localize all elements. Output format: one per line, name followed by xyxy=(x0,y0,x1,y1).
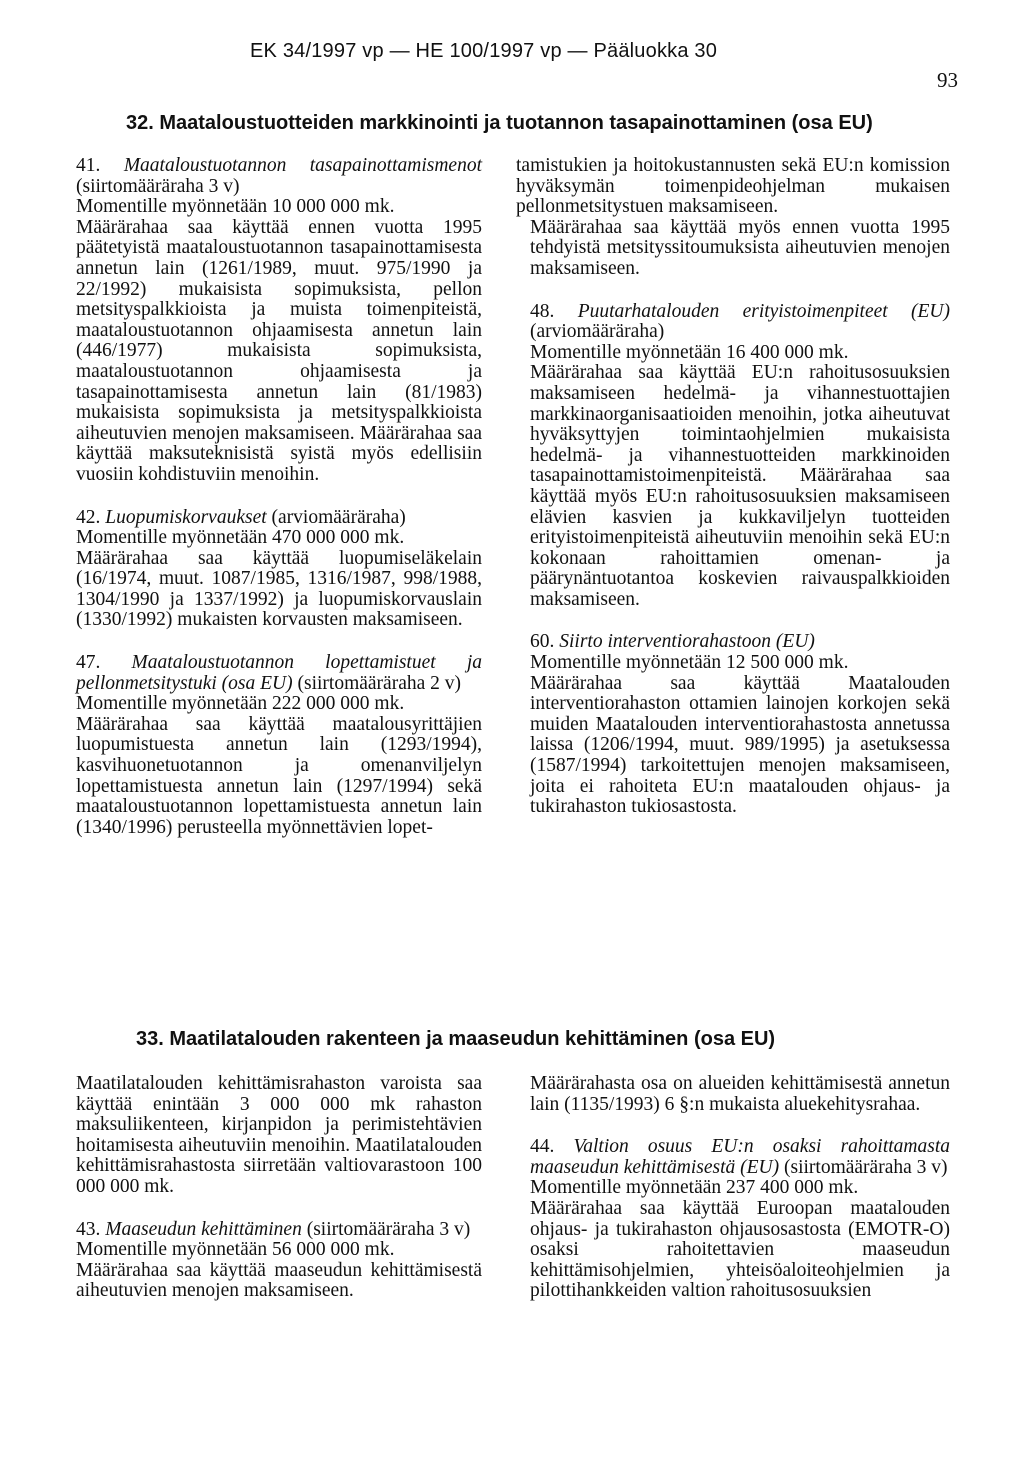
entry-47-number: 47. xyxy=(76,652,101,674)
entry-47-title: Maataloustuotannon lopettamistuet ja pellonmetsitystuki (osa EU) xyxy=(76,652,482,694)
entry-44-type: (siirtomääräraha 3 v) xyxy=(779,1156,948,1178)
page-number: 93 xyxy=(937,68,958,92)
entry-44-heading xyxy=(516,1137,950,1178)
entry-42-amount: Momentille myönnetään 470 000 000 mk. xyxy=(76,527,405,549)
entry-43-heading xyxy=(62,1220,482,1241)
entry-47-heading xyxy=(62,653,482,694)
entry-41-heading xyxy=(62,156,482,197)
section-33-right-intro-text: Määrärahasta osa on alueiden kehittämisestä annetun lain (1135/1993) 6 §:n mukaista aluekehitysrahaa. xyxy=(530,1073,950,1115)
section-32-title: 32. Maataloustuotteiden markkinointi ja tuotannon tasapainottaminen (osa EU) xyxy=(126,112,873,134)
entry-48-type: (arviomääräraha) xyxy=(530,321,665,343)
section-32-right-column xyxy=(516,156,950,840)
entry-44-number: 44. xyxy=(530,1136,555,1158)
entry-44-title: Valtion osuus EU:n osaksi rahoittamasta maaseudun kehittämisestä (EU) xyxy=(530,1136,950,1178)
entry-60-amount: Momentille myönnetään 12 500 000 mk. xyxy=(530,652,849,674)
entry-41-amount: Momentille myönnetään 10 000 000 mk. xyxy=(76,196,395,218)
entry-42-heading xyxy=(62,508,482,529)
entry-41-text: Määrärahaa saa käyttää ennen vuotta 1995 päätetyistä maataloustuotannon tasapainottamisesta annetun lain (1261/1989, muut. 975/1990 ja 22/1992) mukaisista sopimuksista, pellon metsityspalkkioista ja muista toimenpiteistä, maataloustuotannon ohjaamisesta annetun lain (446/1977) mukaisista sopimuksista, maataloustuotannon ohjaamisesta ja tasapainottamisesta annetun lain (81/1983) mukaisista sopimuksista ja metsityspalkkioista aiheutuvien menojen maksamiseen. Määrärahaa saa käyttää maksuteknisistä syistä myös edellisiin vuosiin kohdistuviin menoihin. xyxy=(76,216,482,485)
running-head: EK 34/1997 vp — HE 100/1997 vp — Pääluokka 30 xyxy=(250,40,718,62)
section-32-left-column xyxy=(62,156,482,860)
entry-44 xyxy=(516,1137,950,1302)
section-33-intro xyxy=(62,1074,482,1198)
entry-42-title: Luopumiskorvaukset xyxy=(105,506,267,528)
entry-41 xyxy=(62,156,482,486)
entry-48-text: Määrärahaa saa käyttää EU:n rahoitusosuuksien maksamiseen hedelmä- ja vihannestuottajien markkinaorganisaatioiden menoihin, jotka aiheutuvat hyväksyttyjen toimintaohjelmien mukaisista hedelmä- ja vihannestuotteiden markkinoiden tasapainottamistoimenpiteistä. Määrärahaa saa käyttää myös EU:n rahoitusosuuksien maksamiseen elävien kasvien ja kukkaviljelyn tuotteiden erityistoimenpiteistä aiheutuviin menoihin sekä EU:n kokonaan rahoittamien omenan- ja päärynäntuotantoa koskevien raivauspalkkioiden maksamiseen. xyxy=(530,362,950,610)
entry-47-continuation-extra: Määrärahaa saa käyttää myös ennen vuotta 1995 tehdyistä metsityssitoumuksista aiheutuvien menojen maksamiseen. xyxy=(530,216,950,279)
entry-48-number: 48. xyxy=(530,300,555,322)
entry-48-title: Puutarhatalouden erityistoimenpiteet (EU) xyxy=(577,300,951,322)
entry-47-text: Määrärahaa saa käyttää maatalousyrittäjien luopumistuesta annetun lain (1293/1994), kasvihuonetuotannon ja omenanviljelyn lopettamistuesta annetun lain (1297/1994) sekä maataloustuotannon lopettamistuesta annetun lain (1340/1996) perusteella myönnettävien lopet- xyxy=(76,713,482,838)
entry-43-number: 43. xyxy=(76,1218,101,1240)
entry-48-heading xyxy=(516,302,950,343)
entry-44-text: Määrärahaa saa käyttää Euroopan maatalouden ohjaus- ja tukirahaston ohjausosastosta (EMOTR-O) osaksi rahoitettavien maaseudun kehittämisohjelmien, yhteisöaloiteohjelmien ja pilottihankkeiden valtion rahoitusosuuksien xyxy=(530,1197,950,1302)
entry-47-continuation-text: tamistukien ja hoitokustannusten sekä EU:n komission hyväksymän toimenpideohjelman mukaisen pellonmetsitystuen maksamiseen. xyxy=(516,155,950,218)
entry-42-type: (arviomääräraha) xyxy=(266,506,406,528)
entry-42 xyxy=(62,508,482,632)
entry-47 xyxy=(62,653,482,838)
entry-43 xyxy=(62,1220,482,1302)
section-33-right-intro xyxy=(516,1074,950,1115)
entry-42-number: 42. xyxy=(76,506,101,528)
entry-42-text: Määrärahaa saa käyttää luopumiseläkelain (16/1974, muut. 1087/1985, 1316/1987, 998/1988, 1304/1990 ja 1337/1992) ja luopumiskorvauslain (1330/1992) mukaisten korvausten maksamiseen. xyxy=(76,547,482,631)
section-33-intro-text: Maatilatalouden kehittämisrahaston varoista saa käyttää enintään 3 000 000 mk rahaston maksuliikenteen, kirjanpidon ja perimistehtävien hoitamisesta aiheutuviin menoihin. Maatilatalouden kehittämisrahastosta siirretään valtiovarastoon 100 000 000 mk. xyxy=(76,1073,482,1197)
entry-41-title: Maataloustuotannon tasapainottamismenot xyxy=(123,155,482,176)
entry-43-type: (siirtomääräraha 3 v) xyxy=(301,1218,471,1240)
entry-41-type: (siirtomääräraha 3 v) xyxy=(76,175,240,197)
entry-60 xyxy=(516,632,950,817)
entry-47-continuation xyxy=(516,156,950,280)
entry-47-type: (siirtomääräraha 2 v) xyxy=(292,672,462,694)
entry-60-heading xyxy=(516,632,950,653)
entry-41-number: 41. xyxy=(76,155,101,176)
entry-48 xyxy=(516,302,950,611)
entry-44-amount: Momentille myönnetään 237 400 000 mk. xyxy=(530,1177,859,1199)
section-33-left-column xyxy=(62,1074,482,1324)
entry-60-number: 60. xyxy=(530,631,555,653)
entry-43-title: Maaseudun kehittäminen xyxy=(105,1218,302,1240)
entry-43-amount: Momentille myönnetään 56 000 000 mk. xyxy=(76,1239,395,1261)
entry-60-title: Siirto interventiorahastoon (EU) xyxy=(559,631,815,653)
entry-48-amount: Momentille myönnetään 16 400 000 mk. xyxy=(530,341,849,363)
section-33-right-column xyxy=(516,1074,950,1324)
entry-43-text: Määrärahaa saa käyttää maaseudun kehittämisestä aiheutuvien menojen maksamiseen. xyxy=(76,1259,482,1302)
entry-60-text: Määrärahaa saa käyttää Maatalouden interventiorahaston ottamien lainojen korkojen sekä muiden Maatalouden interventiorahastosta annetussa laissa (1206/1994, muut. 989/1995) ja asetuksessa (1587/1994) tarkoitettujen menojen maksamiseen, joita ei rahoiteta EU:n maatalouden ohjaus- ja tukirahaston tukiosastosta. xyxy=(530,672,950,818)
section-33-title: 33. Maatilatalouden rakenteen ja maaseudun kehittäminen (osa EU) xyxy=(136,1028,776,1050)
entry-47-amount: Momentille myönnetään 222 000 000 mk. xyxy=(76,693,405,715)
